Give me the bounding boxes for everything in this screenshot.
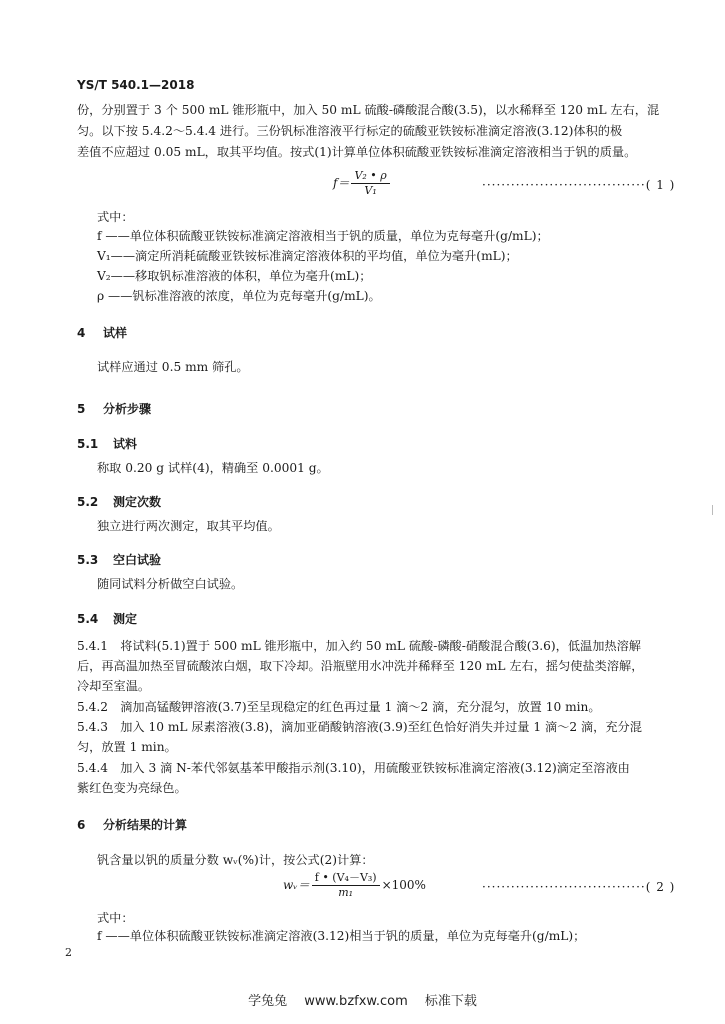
formula-number: ( 1 ) (645, 178, 676, 192)
subsection-heading (77, 610, 137, 627)
step-line: 冷却至室温。 (77, 679, 151, 693)
subsection-number: 5.4 (77, 612, 99, 626)
step-line: 5.4.4 加入 3 滴 N-苯代邻氨基苯甲酸指示剂(3.10)，用硫酸亚铁铵标准滴定溶液(3.12)滴定至溶液由 (77, 761, 630, 775)
subsection-title: 试料 (113, 437, 138, 451)
section-text: 钒含量以钒的质量分数 wᵥ(%)计，按公式(2)计算： (97, 853, 374, 867)
variable-definition: f ——单位体积硫酸亚铁铵标准滴定溶液相当于钒的质量，单位为克每毫升(g/mL)； (97, 229, 549, 243)
formula-1 (333, 169, 392, 198)
where-label: 式中： (97, 210, 134, 224)
subsection-heading (77, 551, 161, 568)
subsection-number: 5.2 (77, 495, 99, 509)
section-text: 独立进行两次测定，取其平均值。 (97, 519, 280, 533)
watermark-footer: 学兔兔 www.bzfxw.com 标准下载 (248, 994, 477, 1009)
step-line: 5.4.3 加入 10 mL 尿素溶液(3.8)，滴加亚硝酸钠溶液(3.9)至红色恰好消失并过量 1 滴～2 滴，充分混 (77, 720, 642, 734)
section-text: 试样应通过 0.5 mm 筛孔。 (97, 360, 249, 374)
formula-tail: ×100% (381, 878, 426, 892)
variable-definition: V₂——移取钒标准溶液的体积，单位为毫升(mL)； (97, 269, 372, 283)
subsection-title: 空白试验 (113, 553, 162, 567)
subsection-title: 测定 (113, 612, 138, 626)
formula-number: ( 2 ) (645, 880, 676, 894)
standard-code-header: YS/T 540.1—2018 (77, 78, 195, 92)
section-title: 分析步骤 (103, 402, 152, 416)
section-number: 6 (77, 818, 86, 832)
formula-lhs: wᵥ＝ (283, 878, 310, 892)
section-heading (77, 400, 151, 417)
section-title: 分析结果的计算 (103, 818, 188, 832)
scan-edge-mark (712, 505, 713, 515)
section-text: 称取 0.20 g 试样(4)，精确至 0.0001 g。 (97, 461, 329, 475)
variable-definition: V₁——滴定所消耗硫酸亚铁铵标准滴定溶液体积的平均值，单位为毫升(mL)； (97, 249, 518, 263)
page-number: 2 (65, 946, 72, 959)
subsection-title: 测定次数 (113, 495, 162, 509)
paragraph-line: 份，分别置于 3 个 500 mL 锥形瓶中，加入 50 mL 硫酸-磷酸混合酸(3.5)，以水稀释至 120 mL 左右，混 (77, 103, 660, 117)
section-heading (77, 324, 127, 341)
subsection-number: 5.1 (77, 437, 99, 451)
step-line: 匀，放置 1 min。 (77, 740, 177, 754)
formula-leader (482, 178, 675, 192)
section-number: 5 (77, 402, 86, 416)
subsection-heading (77, 493, 161, 510)
formula-fraction (351, 169, 389, 198)
section-heading (77, 816, 187, 833)
paragraph-line: 差值不应超过 0.05 mL，取其平均值。按式(1)计算单位体积硫酸亚铁铵标准滴定溶液相当于钒的质量。 (77, 145, 637, 159)
step-line: 紫红色变为亮绿色。 (77, 781, 187, 795)
step-line: 后，再高温加热至冒硫酸浓白烟，取下冷却。沿瓶壁用水冲洗并稀释至 120 mL 左右，摇匀使盐类溶解， (77, 659, 644, 673)
variable-definition: f ——单位体积硫酸亚铁铵标准滴定溶液(3.12)相当于钒的质量，单位为克每毫升(g/mL)； (97, 929, 586, 943)
subsection-heading (77, 435, 137, 452)
formula-denominator: m₁ (338, 886, 354, 899)
section-number: 4 (77, 326, 86, 340)
formula-numerator: V₂ • ρ (351, 169, 389, 184)
formula-numerator: f • (V₄－V₃) (312, 871, 380, 886)
section-text: 随同试料分析做空白试验。 (97, 577, 244, 591)
formula-2 (283, 871, 426, 900)
formula-leader (482, 880, 675, 894)
leader-dots: ·································· (482, 178, 646, 192)
where-label: 式中： (97, 911, 134, 925)
paragraph-line: 匀。以下按 5.4.2～5.4.4 进行。三份钒标准溶液平行标定的硫酸亚铁铵标准滴定溶液(3.12)体积的极 (77, 124, 623, 138)
subsection-number: 5.3 (77, 553, 99, 567)
formula-fraction (312, 871, 380, 900)
step-line: 5.4.1 将试料(5.1)置于 500 mL 锥形瓶中，加入约 50 mL 硫酸-磷酸-硝酸混合酸(3.6)，低温加热溶解 (77, 639, 641, 653)
section-title: 试样 (103, 326, 128, 340)
variable-definition: ρ ——钒标准溶液的浓度，单位为克每毫升(g/mL)。 (97, 289, 381, 303)
leader-dots: ·································· (482, 880, 646, 894)
step-line: 5.4.2 滴加高锰酸钾溶液(3.7)至呈现稳定的红色再过量 1 滴～2 滴，充分混匀，放置 10 min。 (77, 700, 601, 714)
formula-lhs: f＝ (333, 176, 350, 190)
formula-denominator: V₁ (364, 184, 377, 197)
